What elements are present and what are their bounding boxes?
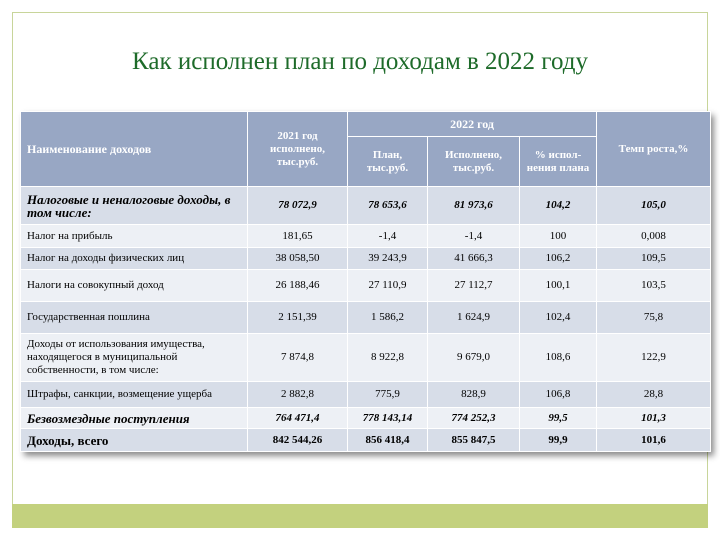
header-2021: 2021 год исполнено, тыс.руб. xyxy=(248,112,348,187)
header-2022: 2022 год xyxy=(348,112,597,137)
row-percent: 106,8 xyxy=(520,382,597,408)
row-name: Безвозмездные поступления xyxy=(21,408,248,429)
header-executed: Исполнено, тыс.руб. xyxy=(428,137,520,187)
row-name: Государственная пошлина xyxy=(21,302,248,334)
table-row xyxy=(21,187,711,225)
row-growth: 103,5 xyxy=(597,270,711,302)
row-name: Налог на доходы физических лиц xyxy=(21,248,248,270)
row-2021: 181,65 xyxy=(248,225,348,248)
row-growth: 75,8 xyxy=(597,302,711,334)
row-2021: 7 874,8 xyxy=(248,334,348,382)
table-row xyxy=(21,270,711,302)
table-row xyxy=(21,302,711,334)
row-name: Налоги на совокупный доход xyxy=(21,270,248,302)
row-executed: -1,4 xyxy=(428,225,520,248)
table-row xyxy=(21,408,711,429)
row-2021: 764 471,4 xyxy=(248,408,348,429)
row-executed: 774 252,3 xyxy=(428,408,520,429)
row-growth: 0,008 xyxy=(597,225,711,248)
income-table-container xyxy=(20,111,710,452)
row-plan: 775,9 xyxy=(348,382,428,408)
row-percent: 102,4 xyxy=(520,302,597,334)
row-2021: 2 151,39 xyxy=(248,302,348,334)
row-plan: 78 653,6 xyxy=(348,187,428,225)
income-table xyxy=(20,111,711,452)
row-plan: 856 418,4 xyxy=(348,429,428,452)
row-2021: 842 544,26 xyxy=(248,429,348,452)
row-name: Налоговые и неналоговые доходы, в том числе: xyxy=(21,187,248,225)
row-growth: 109,5 xyxy=(597,248,711,270)
table-row xyxy=(21,429,711,452)
row-growth: 101,6 xyxy=(597,429,711,452)
row-plan: 8 922,8 xyxy=(348,334,428,382)
row-2021: 2 882,8 xyxy=(248,382,348,408)
header-plan: План, тыс.руб. xyxy=(348,137,428,187)
table-row xyxy=(21,248,711,270)
row-plan: 27 110,9 xyxy=(348,270,428,302)
row-name: Доходы, всего xyxy=(21,429,248,452)
slide-bottom-bar xyxy=(12,504,708,528)
row-executed: 27 112,7 xyxy=(428,270,520,302)
row-plan: 1 586,2 xyxy=(348,302,428,334)
row-name: Штрафы, санкции, возмещение ущерба xyxy=(21,382,248,408)
row-plan: -1,4 xyxy=(348,225,428,248)
row-name: Налог на прибыль xyxy=(21,225,248,248)
row-percent: 106,2 xyxy=(520,248,597,270)
slide-title: Как исполнен план по доходам в 2022 году xyxy=(132,48,588,75)
row-2021: 38 058,50 xyxy=(248,248,348,270)
table-row xyxy=(21,382,711,408)
row-growth: 122,9 xyxy=(597,334,711,382)
table-row xyxy=(21,225,711,248)
row-growth: 28,8 xyxy=(597,382,711,408)
header-name: Наименование доходов xyxy=(21,112,248,187)
row-executed: 41 666,3 xyxy=(428,248,520,270)
row-percent: 104,2 xyxy=(520,187,597,225)
row-plan: 778 143,14 xyxy=(348,408,428,429)
row-executed: 9 679,0 xyxy=(428,334,520,382)
row-percent: 100 xyxy=(520,225,597,248)
row-executed: 1 624,9 xyxy=(428,302,520,334)
row-2021: 78 072,9 xyxy=(248,187,348,225)
row-name: Доходы от использования имущества, находящегося в муниципальной собственности, в том числе: xyxy=(21,334,248,382)
header-percent: % испол-нения плана xyxy=(520,137,597,187)
row-plan: 39 243,9 xyxy=(348,248,428,270)
row-percent: 99,9 xyxy=(520,429,597,452)
table-row xyxy=(21,334,711,382)
header-growth: Темп роста,% xyxy=(597,112,711,187)
row-growth: 101,3 xyxy=(597,408,711,429)
row-2021: 26 188,46 xyxy=(248,270,348,302)
row-percent: 100,1 xyxy=(520,270,597,302)
row-executed: 828,9 xyxy=(428,382,520,408)
row-executed: 855 847,5 xyxy=(428,429,520,452)
row-growth: 105,0 xyxy=(597,187,711,225)
row-percent: 99,5 xyxy=(520,408,597,429)
row-percent: 108,6 xyxy=(520,334,597,382)
row-executed: 81 973,6 xyxy=(428,187,520,225)
